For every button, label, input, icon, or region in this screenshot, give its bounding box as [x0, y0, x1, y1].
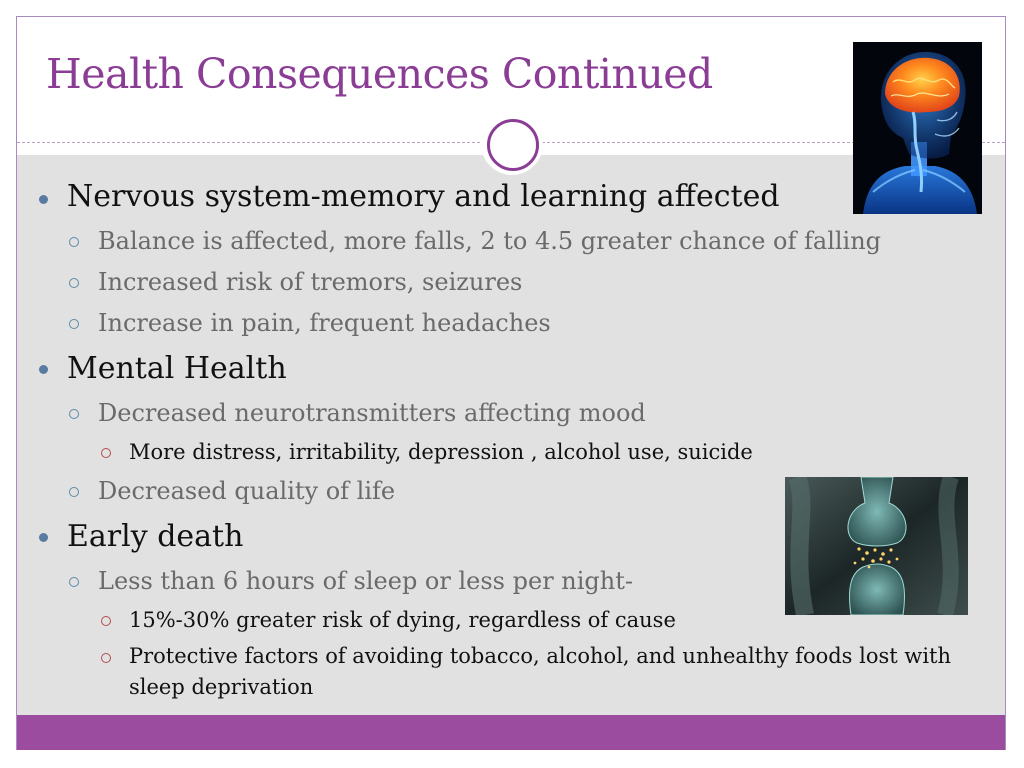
open-circle-bullet-icon	[101, 448, 111, 458]
brain-xray-image	[853, 42, 982, 214]
open-circle-bullet-icon	[69, 409, 79, 419]
open-circle-bullet-icon	[69, 319, 79, 329]
sub-sub-bullet-text: 15%-30% greater risk of dying, regardless of cause	[129, 608, 676, 632]
open-circle-bullet-icon	[101, 616, 111, 626]
sub-bullet-text: Decreased neurotransmitters affecting mood	[98, 399, 646, 427]
open-circle-bullet-icon	[101, 653, 111, 663]
sub-bullet-text: Increase in pain, frequent headaches	[98, 309, 551, 337]
slide-title: Health Consequences Continued	[46, 50, 713, 98]
bullet-dot-icon	[39, 365, 48, 374]
sub-bullet-text: Less than 6 hours of sleep or less per night-	[98, 567, 633, 595]
bullet-dot-icon	[39, 533, 48, 542]
bullet-dot-icon	[39, 195, 48, 204]
sub-bullet-text: Balance is affected, more falls, 2 to 4.5 greater chance of falling	[98, 227, 882, 255]
bullet-text: Early death	[67, 519, 244, 554]
sub-bullet-text: Decreased quality of life	[98, 477, 396, 505]
bullet-text: Mental Health	[67, 351, 287, 386]
open-circle-bullet-icon	[69, 577, 79, 587]
open-circle-bullet-icon	[69, 487, 79, 497]
divider-circle-icon	[487, 119, 539, 171]
bullet-text: Nervous system-memory and learning affected	[67, 179, 780, 214]
open-circle-bullet-icon	[69, 278, 79, 288]
open-circle-bullet-icon	[69, 237, 79, 247]
synapse-image	[785, 477, 968, 615]
sub-sub-bullet-text: More distress, irritability, depression , alcohol use, suicide	[129, 440, 753, 464]
footer-bar	[17, 715, 1005, 750]
sub-sub-bullet-text: Protective factors of avoiding tobacco, alcohol, and unhealthy foods lost with sleep deprivation	[129, 644, 952, 699]
sub-bullet-text: Increased risk of tremors, seizures	[98, 268, 523, 296]
